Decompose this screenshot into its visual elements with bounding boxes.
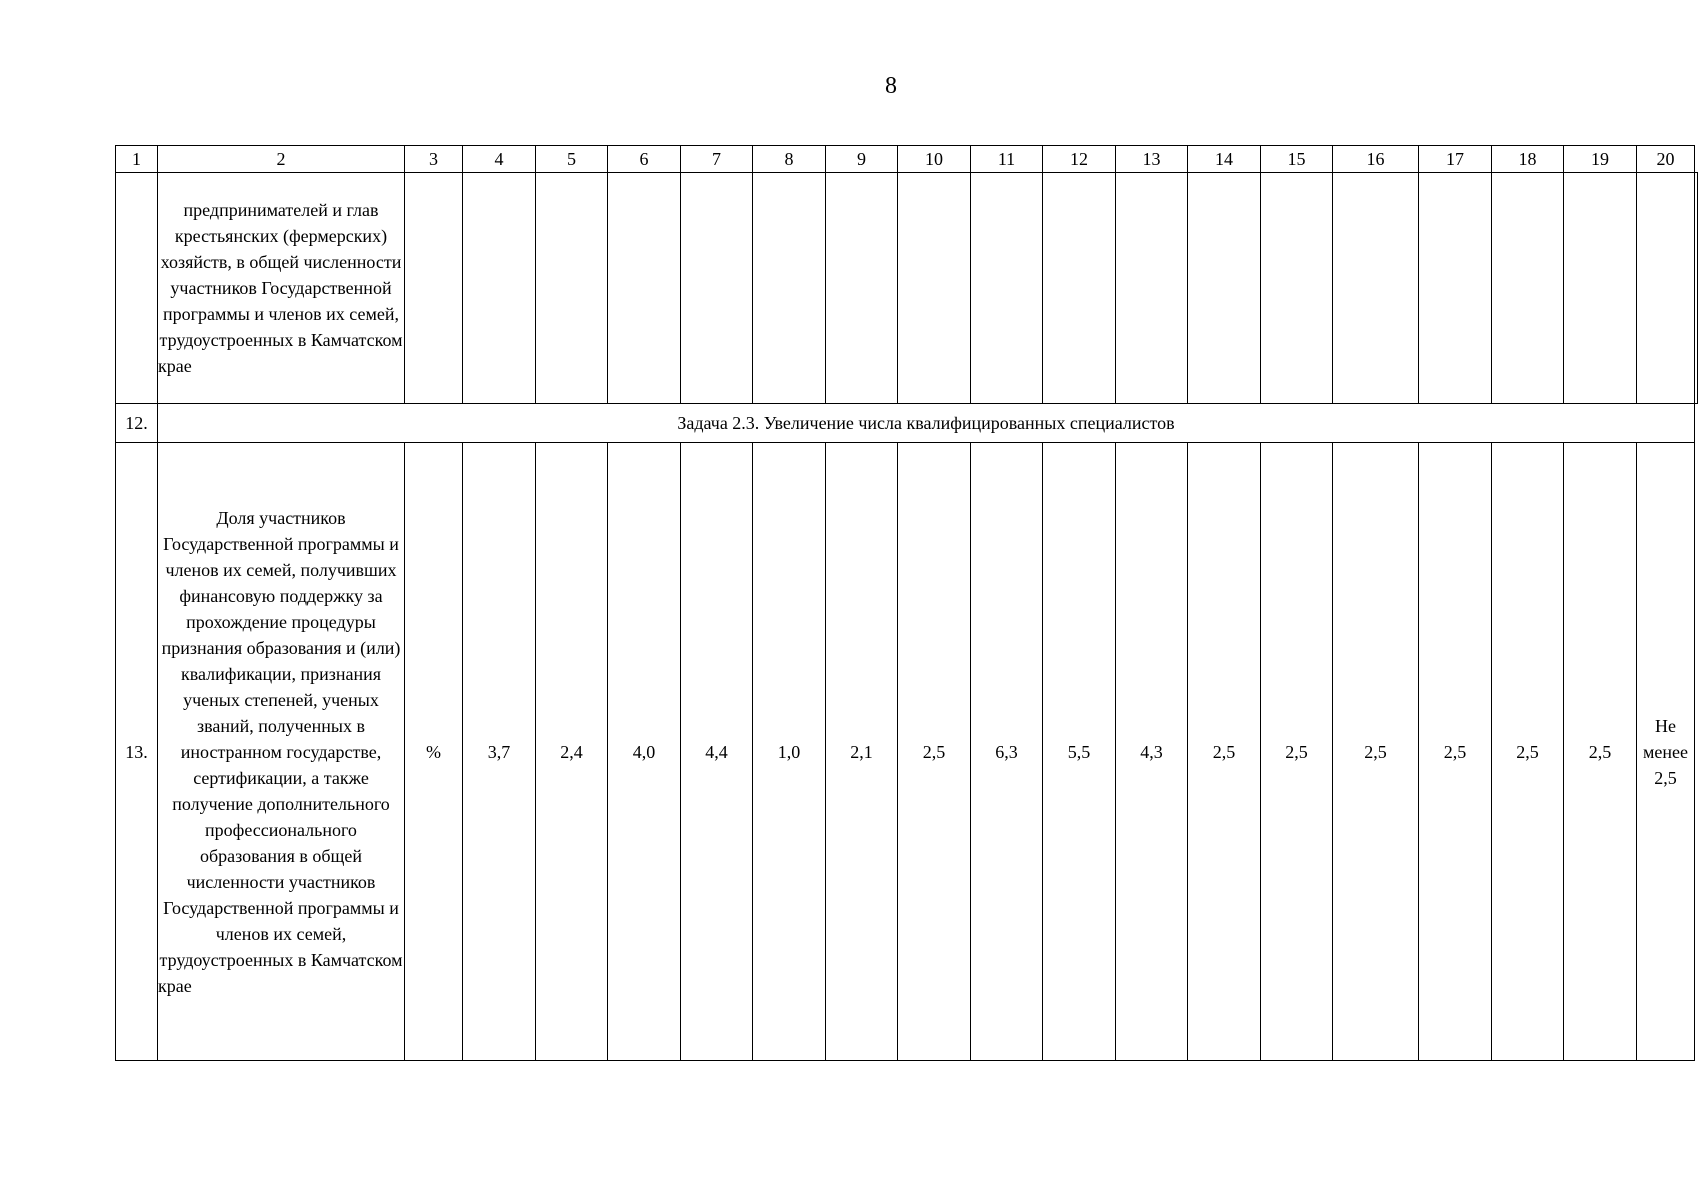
table-row-continued (116, 173, 1698, 404)
column-header: 9 (826, 146, 898, 173)
row-number-cell: 13. (116, 443, 158, 1061)
indicators-table (115, 145, 1698, 1061)
value-cell: 2,5 (1419, 443, 1492, 1061)
column-header: 19 (1564, 146, 1637, 173)
column-header: 16 (1333, 146, 1419, 173)
column-header: 4 (463, 146, 536, 173)
value-cell (826, 173, 898, 404)
value-cell: 3,7 (463, 443, 536, 1061)
value-cell: 2,4 (536, 443, 608, 1061)
value-cell: 2,1 (826, 443, 898, 1061)
value-cell: 1,0 (753, 443, 826, 1061)
column-header: 7 (681, 146, 753, 173)
indicator-description: предпринимателей и глав крестьянских (фермерских) хозяйств, в общей численности участников Государственной программы и членов их семей, трудоустроенных в Камчатском крае (158, 200, 403, 376)
task-title-cell: Задача 2.3. Увеличение числа квалифицированных специалистов (158, 404, 1695, 443)
column-header: 13 (1116, 146, 1188, 173)
value-cell: 4,3 (1116, 443, 1188, 1061)
column-header: 10 (898, 146, 971, 173)
column-header: 1 (116, 146, 158, 173)
value-cell (753, 173, 826, 404)
column-header: 14 (1188, 146, 1261, 173)
column-header: 3 (405, 146, 463, 173)
value-cell: 4,4 (681, 443, 753, 1061)
value-cell (1043, 173, 1116, 404)
column-header: 15 (1261, 146, 1333, 173)
row-number-cell (116, 173, 158, 404)
table-row-indicator (116, 443, 1698, 1061)
value-cell (463, 173, 536, 404)
indicator-description: Доля участников Государственной программы и членов их семей, получивших финансовую поддержку за прохождение процедуры признания образования и (или) квалификации, признания ученых степеней, ученых званий, полученных в иностранном государстве, сертификации, а также получение дополнительного профессионального образования в общей численности участников Государственной программы и членов их семей, трудоустроенных в Камчатском крае (158, 507, 403, 996)
unit-cell: % (405, 443, 463, 1061)
column-header: 11 (971, 146, 1043, 173)
target-cell (1637, 443, 1695, 1061)
column-header: 6 (608, 146, 681, 173)
value-cell (536, 173, 608, 404)
indicator-description-cell (158, 443, 405, 1061)
value-cell: 6,3 (971, 443, 1043, 1061)
value-cell: 2,5 (1188, 443, 1261, 1061)
indicator-description-cell (158, 173, 405, 404)
column-header: 12 (1043, 146, 1116, 173)
value-cell (1261, 173, 1333, 404)
value-cell: 2,5 (898, 443, 971, 1061)
target-value-line: 2,5 (1654, 767, 1677, 788)
column-header: 5 (536, 146, 608, 173)
column-header: 18 (1492, 146, 1564, 173)
target-value-line: менее (1643, 741, 1688, 762)
value-cell: 2,5 (1261, 443, 1333, 1061)
target-cell (1695, 173, 1698, 404)
value-cell (1637, 173, 1695, 404)
value-cell (681, 173, 753, 404)
value-cell: 2,5 (1492, 443, 1564, 1061)
target-value-line: Не (1655, 715, 1676, 736)
column-header: 2 (158, 146, 405, 173)
value-cell (608, 173, 681, 404)
value-cell: 4,0 (608, 443, 681, 1061)
column-header: 20 (1637, 146, 1695, 173)
value-cell (1492, 173, 1564, 404)
value-cell (971, 173, 1043, 404)
value-cell: 2,5 (1333, 443, 1419, 1061)
row-number-cell: 12. (116, 404, 158, 443)
value-cell: 5,5 (1043, 443, 1116, 1061)
page-number: 8 (885, 73, 897, 99)
value-cell (1419, 173, 1492, 404)
value-cell (898, 173, 971, 404)
column-header: 17 (1419, 146, 1492, 173)
unit-cell (405, 173, 463, 404)
table-row-task (116, 404, 1698, 443)
value-cell (1333, 173, 1419, 404)
column-header-row (116, 146, 1698, 173)
value-cell (1188, 173, 1261, 404)
value-cell (1564, 173, 1637, 404)
value-cell: 2,5 (1564, 443, 1637, 1061)
column-header: 8 (753, 146, 826, 173)
value-cell (1116, 173, 1188, 404)
